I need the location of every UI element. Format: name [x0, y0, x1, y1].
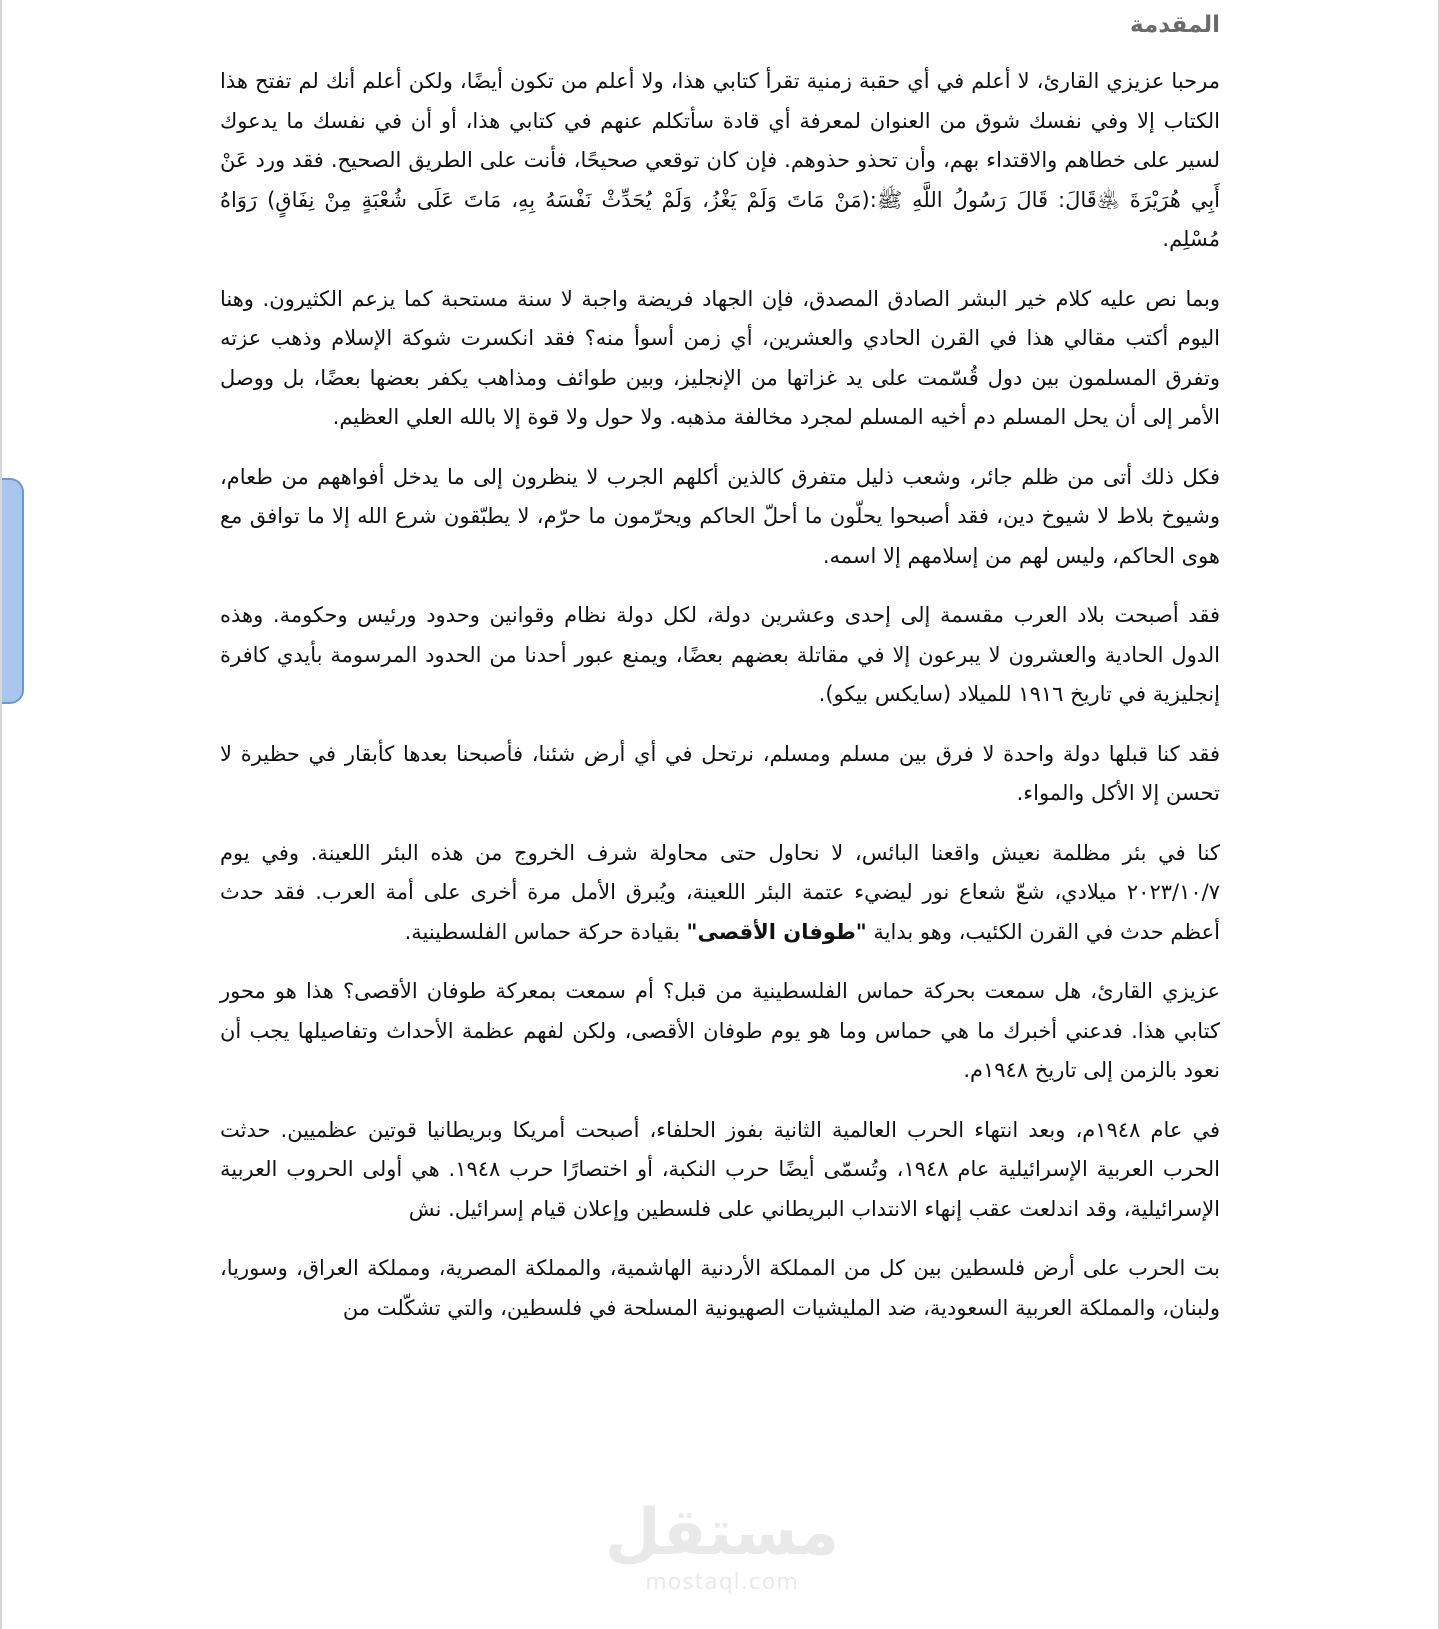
paragraph-2: وبما نص عليه كلام خير البشر الصادق المصدق، فإن الجهاد فريضة واجبة لا سنة مستحبة كما يزعم الكثيرون. وهنا اليوم أكتب مقالي هذا في القرن الحادي والعشرين، أي زمن أسوأ منه؟ فقد انكسرت شوكة الإسلام وذهب عزته وتفرق المسلمون بين دول قُسّمت على يد غزاتها من الإنجليز، وبين طوائف ومذاهب يكفر بعضها بعضًا، بل ووصل الأمر إلى أن يحل المسلم دم أخيه المسلم لمجرد مخالفة مذهبه. ولا حول ولا قوة إلا بالله العلي العظيم.	[220, 286, 1220, 429]
paragraph-9: بت الحرب على أرض فلسطين بين كل من المملكة الأردنية الهاشمية، والمملكة المصرية، ومملكة العراق، وسوريا، ولبنان، والمملكة العربية السعودية، ضد المليشيات الصهيونية المسلحة في فلسطين، والتي تشكّلت من	[220, 1256, 1220, 1320]
paragraph-6-text-start: كنا في بئر مظلمة نعيش واقعنا البائس، لا نحاول حتى محاولة شرف الخروج من هذه البئر اللعينة. وفي يوم ٢٠٢٣/١٠/٧ ميلادي، شعّ شعاع نور ليضيء عتمة البئر اللعينة، ويُبرق الأمل مرة أخرى على أمة العرب. فقد حدث أعظم حدث في القرن الكئيب، وهو بداية	[220, 840, 1220, 944]
paragraph-7: عزيزي القارئ، هل سمعت بحركة حماس الفلسطينية من قبل؟ أم سمعت بمعركة طوفان الأقصى؟ هذا هو محور كتابي هذا. فدعني أخبرك ما هي حماس وما هو يوم طوفان الأقصى، ولكن لفهم عظمة الأحداث وتفاصيلها يجب أن نعود بالزمن إلى تاريخ ١٩٤٨م.	[220, 979, 1220, 1082]
paragraph-8: في عام ١٩٤٨م، وبعد انتهاء الحرب العالمية الثانية بفوز الحلفاء، أصبحت أمريكا وبريطانيا قوتين عظميين. حدثت الحرب العربية الإسرائيلية عام ١٩٤٨، وتُسمّى أيضًا حرب النكبة، أو اختصارًا حرب ١٩٤٨. هي أولى الحروب العربية الإسرائيلية، وقد اندلعت عقب إنهاء الانتداب البريطاني على فلسطين وإعلان قيام إسرائيل. نش	[220, 1117, 1221, 1221]
watermark-logo: مستقل	[604, 1496, 840, 1570]
side-panel-handle[interactable]	[2, 478, 24, 704]
watermark-url: mostaql.com	[645, 1570, 799, 1595]
paragraph-5: فقد كنا قبلها دولة واحدة لا فرق بين مسلم ومسلم، نرتحل في أي أرض شئنا، فأصبحنا بعدها كأبقار في حظيرة لا تحسن إلا الأكل والمواء.	[220, 741, 1220, 805]
paragraph-6	[220, 834, 1220, 953]
watermark	[2, 1498, 1440, 1598]
document-body	[220, 8, 1220, 1348]
section-heading: المقدمة	[1130, 12, 1220, 38]
paragraph-1: مرحبا عزيزي القارئ، لا أعلم في أي حقبة زمنية تقرأ كتابي هذا، ولا أعلم من تكون أيضًا، ولكن أعلم أنك لم تفتح هذا الكتاب إلا وفي نفسك شوق من العنوان لمعرفة أي قادة سأتكلم عنهم في كتابي هذا، أو أن في نفسك ما يدعوك لسير على خطاهم والاقتداء بهم، وأن تحذو حذوهم. فإن كان توقعي صحيحًا، فأنت على الطريق الصحيح. فقد ورد عَنْ أَبِي هُرَيْرَةَ ﵁قَالَ: قَالَ رَسُولُ اللَّهِ ﷺ:(مَنْ مَاتَ وَلَمْ يَغْزُ، وَلَمْ يُحَدِّثْ نَفْسَهُ بِهِ، مَاتَ عَلَى شُعْبَةٍ مِنْ نِفَاقٍ) رَوَاهُ مُسْلِم.	[220, 69, 1220, 251]
paragraph-6-text-end: بقيادة حركة حماس الفلسطينية.	[404, 919, 687, 944]
paragraph-4: فقد أصبحت بلاد العرب مقسمة إلى إحدى وعشرين دولة، لكل دولة نظام وقوانين وحدود ورئيس وحكومة. وهذه الدول الحادية والعشرون لا يبرعون إلا في مقاتلة بعضهم بعضًا، ويمنع عبور أحدنا من الحدود المرسومة بأيدي كافرة إنجليزية في تاريخ ١٩١٦ للميلاد (سايكس بيكو).	[220, 603, 1220, 706]
paragraph-3: فكل ذلك أتى من ظلم جائر، وشعب ذليل متفرق كالذين أكلهم الجرب لا ينظرون إلى ما يدخل أفواههم من طعام، وشيوخ بلاط لا شيوخ دين، فقد أصبحوا يحلّون ما أحلّ الحاكم ويحرّمون ما حرّم، لا يطبّقون شرع الله إلا ما توافق مع هوى الحاكم، وليس لهم من إسلامهم إلا اسمه.	[220, 464, 1220, 568]
paragraph-6-bold-term: "طوفان الأقصى"	[686, 919, 867, 944]
